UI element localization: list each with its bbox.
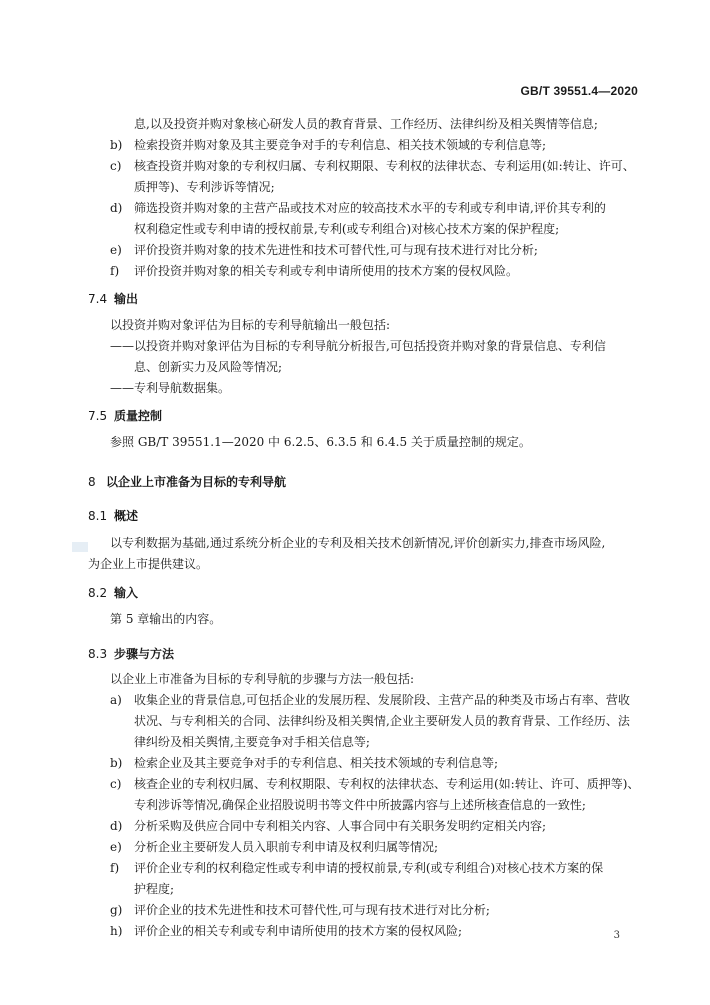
list-item: 收集企业的背景信息,可包括企业的发展历程、发展阶段、主营产品的种类及市场占有率、营收 xyxy=(134,693,630,707)
list-item: 分析采购及供应合同中专利相关内容、人事合同中有关职务发明约定相关内容; xyxy=(134,819,547,833)
paragraph-continuation: 为企业上市提供建议。 xyxy=(88,557,209,571)
list-item: 分析企业主要研发人员入职前专利申请及权利归属等情况; xyxy=(134,840,439,854)
list-marker: e) xyxy=(110,840,122,854)
list-marker: a) xyxy=(110,693,122,707)
dash-item-continuation: 息、创新实力及风险等情况; xyxy=(134,360,283,374)
list-marker: d) xyxy=(110,819,123,833)
section-number: 8.1 xyxy=(88,509,108,523)
section-number: 7.4 xyxy=(88,292,108,306)
section-number: 8.2 xyxy=(88,586,108,600)
list-item-continuation: 律纠纷及相关舆情,主要竞争对手相关信息等; xyxy=(134,735,370,749)
list-marker: c) xyxy=(110,159,122,173)
list-marker: h) xyxy=(110,924,123,938)
list-item: 评价投资并购对象的相关专利或专利申请所使用的技术方案的侵权风险。 xyxy=(134,264,519,278)
chapter-number: 8 xyxy=(88,475,96,489)
paragraph: 第 5 章输出的内容。 xyxy=(110,612,222,626)
list-item: 筛选投资并购对象的主营产品或技术对应的较高技术水平的专利或专利申请,评价其专利的 xyxy=(134,201,606,215)
list-marker: c) xyxy=(110,777,122,791)
list-item-continuation: 权利稳定性或专利申请的授权前景,专利(或专利组合)对核心技术方案的保护程度; xyxy=(134,222,560,236)
list-item: 核查企业的专利权归属、专利权期限、专利权的法律状态、专利运用(如:转让、许可、质押等)、 xyxy=(134,777,640,791)
paragraph: 以企业上市准备为目标的专利导航的步骤与方法一般包括: xyxy=(110,672,415,686)
list-item-continuation: 专利涉诉等情况,确保企业招股说明书等文件中所披露内容与上述所核查信息的一致性; xyxy=(134,798,586,812)
list-marker: e) xyxy=(110,243,122,257)
list-marker: b) xyxy=(110,138,123,152)
list-item-continuation: 护程度; xyxy=(134,882,175,896)
chapter-heading: 以企业上市准备为目标的专利导航 xyxy=(106,475,287,489)
paragraph: 参照 GB/T 39551.1—2020 中 6.2.5、6.3.5 和 6.4.5 关于质量控制的规定。 xyxy=(110,435,531,449)
paragraph: 以投资并购对象评估为目标的专利导航输出一般包括: xyxy=(110,318,391,332)
paragraph: 以专利数据为基础,通过系统分析企业的专利及相关技术创新情况,评价创新实力,排查市场风险, xyxy=(110,536,606,550)
list-marker: f) xyxy=(110,861,120,875)
list-item: 评价企业的相关专利或专利申请所使用的技术方案的侵权风险; xyxy=(134,924,463,938)
list-marker: b) xyxy=(110,756,123,770)
dash-item: ——以投资并购对象评估为目标的专利导航分析报告,可包括投资并购对象的背景信息、专利信 xyxy=(110,339,606,353)
section-heading: 质量控制 xyxy=(114,409,163,423)
list-item: 评价企业的技术先进性和技术可替代性,可与现有技术进行对比分析; xyxy=(134,903,490,917)
list-item: 检索投资并购对象及其主要竞争对手的专利信息、相关技术领域的专利信息等; xyxy=(134,138,547,152)
list-item: 核查投资并购对象的专利权归属、专利权期限、专利权的法律状态、专利运用(如:转让、许可、 xyxy=(134,159,635,173)
list-item-continuation: 质押等)、专利涉诉等情况; xyxy=(134,180,275,194)
list-marker: g) xyxy=(110,903,123,917)
standard-number: GB/T 39551.4—2020 xyxy=(520,84,638,98)
list-item: 评价投资并购对象的技术先进性和技术可替代性,可与现有技术进行对比分析; xyxy=(134,243,538,257)
section-number: 7.5 xyxy=(88,409,108,423)
section-heading: 输出 xyxy=(114,292,139,306)
list-item: 检索企业及其主要竞争对手的专利信息、相关技术领域的专利信息等; xyxy=(134,756,499,770)
section-heading: 输入 xyxy=(114,586,139,600)
list-marker: f) xyxy=(110,264,120,278)
list-marker: d) xyxy=(110,201,123,215)
dash-item: ——专利导航数据集。 xyxy=(110,381,231,395)
section-heading: 概述 xyxy=(114,509,139,523)
section-number: 8.3 xyxy=(88,647,108,661)
page-number: 3 xyxy=(613,930,620,941)
list-item-continuation: 息,以及投资并购对象核心研发人员的教育背景、工作经历、法律纠纷及相关舆情等信息; xyxy=(134,117,598,131)
list-item-continuation: 状况、与专利相关的合同、法律纠纷及相关舆情,企业主要研发人员的教育背景、工作经历、法 xyxy=(134,714,630,728)
margin-mark xyxy=(72,542,88,552)
section-heading: 步骤与方法 xyxy=(114,647,175,661)
list-item: 评价企业专利的权利稳定性或专利申请的授权前景,专利(或专利组合)对核心技术方案的保 xyxy=(134,861,604,875)
